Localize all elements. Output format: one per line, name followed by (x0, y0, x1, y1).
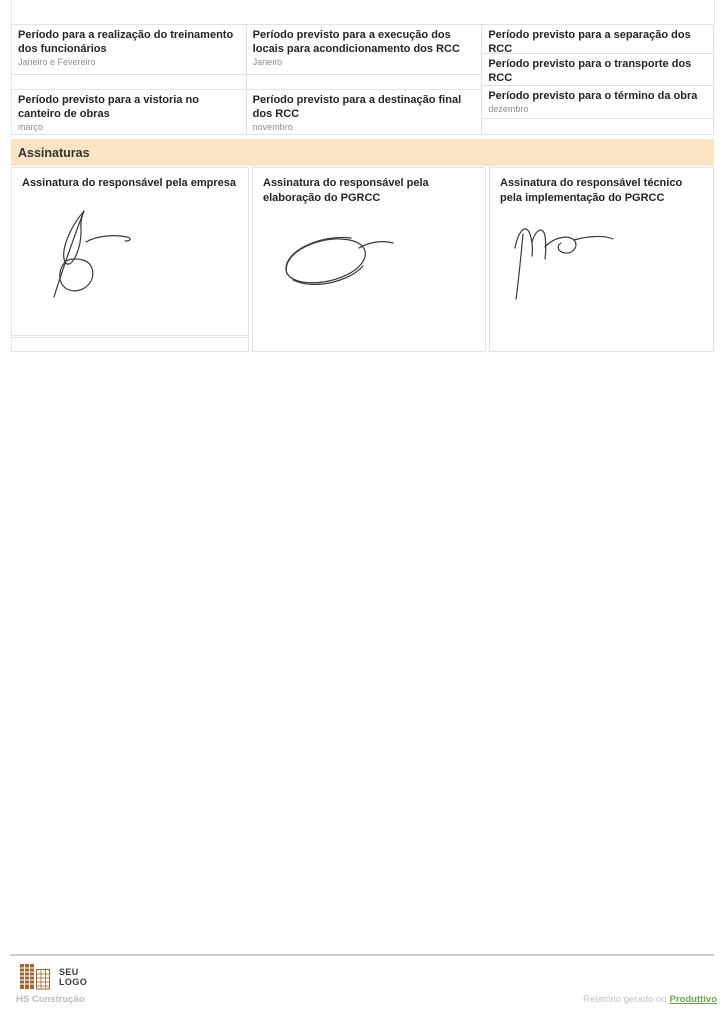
field-value: março (18, 122, 44, 132)
signature-box-elaboracao (252, 167, 486, 352)
signatures-section-title: Assinaturas (18, 145, 90, 160)
field-label: Período previsto para o transporte dos RCC (488, 58, 692, 84)
footer-company-name: HS Construção (16, 994, 85, 1005)
produttivo-link[interactable]: Produttivo (669, 994, 717, 1005)
signature-image (36, 205, 146, 305)
fields-column-3 (481, 24, 714, 135)
logo-buildings-icon (19, 963, 53, 990)
generated-text: Relatório gerado no (583, 994, 667, 1005)
field-value: novembro (252, 122, 293, 132)
fields-column-1 (11, 24, 247, 135)
field-cell-execucao (246, 24, 483, 75)
field-value: Janeiro (252, 57, 283, 67)
empty-cell (246, 74, 483, 90)
signature-label: Assinatura do responsável pela empresa (22, 177, 236, 189)
signature-label: Assinatura do responsável pela elaboração do PGRCC (263, 177, 429, 204)
field-label: Período previsto para o término da obra (488, 90, 698, 102)
field-cell-vistoria (11, 89, 247, 135)
signature-image (275, 230, 395, 294)
field-cell-transporte (481, 53, 714, 86)
fields-table (11, 24, 714, 135)
logo-text-line1: SEU (59, 966, 79, 977)
field-value: dezembro (488, 104, 529, 114)
field-label: Período previsto para a vistoria no canteiro de obras (18, 94, 199, 120)
signatures-row (11, 167, 714, 352)
previous-section-remnant (11, 0, 715, 24)
signature-label: Assinatura do responsável técnico pela implementação do PGRCC (500, 177, 683, 204)
signature-extra-cell (11, 337, 249, 352)
footer-generated-note (583, 994, 717, 1005)
field-cell-destinacao (246, 89, 483, 135)
logo-text (59, 967, 87, 987)
empty-cell (481, 118, 714, 135)
footer-logo (19, 963, 87, 990)
fields-column-2 (246, 24, 483, 135)
field-label: Período previsto para a separação dos RCC (488, 29, 691, 54)
signature-box-empresa (11, 167, 249, 336)
signatures-section-header (11, 139, 714, 166)
field-cell-termino (481, 85, 714, 119)
field-cell-separacao (481, 24, 714, 54)
empty-cell (11, 74, 247, 90)
signature-image (508, 216, 620, 300)
footer-divider (10, 954, 714, 956)
signature-box-implementacao (489, 167, 714, 352)
field-cell-treinamento (11, 24, 247, 75)
field-label: Período para a realização do treinamento dos funcionários (18, 29, 234, 55)
field-label: Período previsto para a execução dos locais para acondicionamento dos RCC (252, 29, 460, 55)
logo-text-line2: LOGO (59, 976, 88, 987)
field-value: Janeiro e Fevereiro (18, 57, 96, 67)
field-label: Período previsto para a destinação final dos RCC (252, 94, 462, 120)
